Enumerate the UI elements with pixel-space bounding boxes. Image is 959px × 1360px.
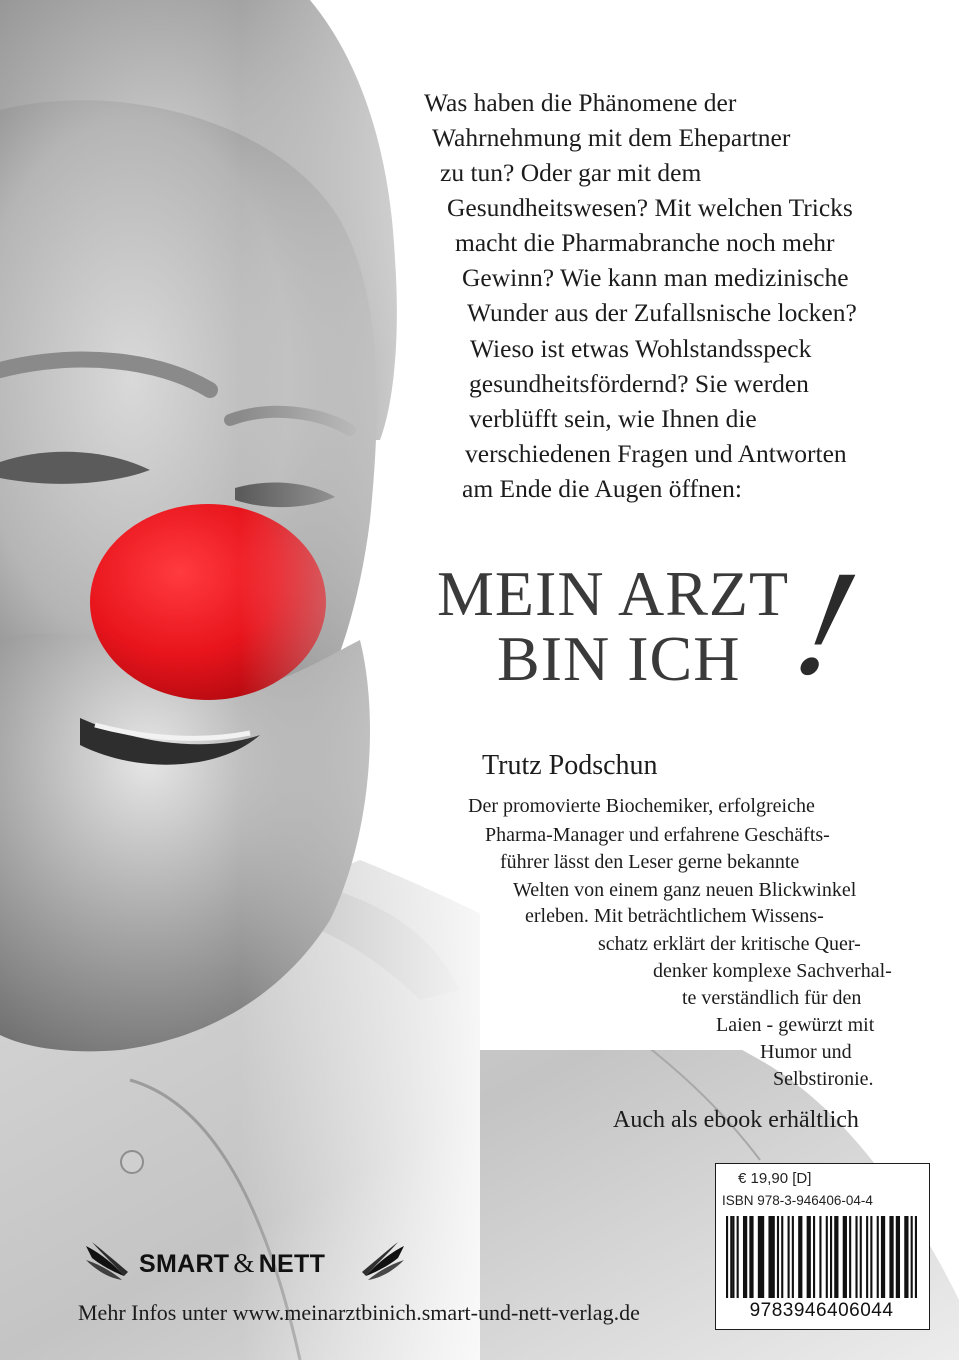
blurb-line: Was haben die Phänomene der (424, 88, 737, 117)
blurb-line: Wahrnehmung mit dem Ehepartner (432, 123, 791, 152)
barcode-bar (777, 1216, 779, 1298)
ebook-note: Auch als ebook erhältlich (613, 1107, 859, 1133)
blurb-line: verblüfft sein, wie Ihnen die (469, 404, 757, 433)
barcode-bar (758, 1216, 764, 1298)
blurb-line: macht die Pharmabranche noch mehr (455, 228, 835, 257)
barcode-bar (749, 1216, 753, 1298)
barcode-bar (813, 1216, 815, 1298)
publisher-name-right: NETT (258, 1250, 326, 1278)
barcode-bar (849, 1216, 851, 1298)
blurb-line: Gewinn? Wie kann man medizinische (462, 263, 849, 292)
barcode-bar (788, 1216, 790, 1298)
barcode-bar (889, 1216, 893, 1298)
barcode-bar (798, 1216, 802, 1298)
ean-number: 9783946406044 (722, 1298, 921, 1324)
wing-left-icon (84, 1242, 136, 1282)
barcode-bar (768, 1216, 774, 1298)
barcode-bar (896, 1216, 900, 1298)
blurb-line: Wieso ist etwas Wohlstandsspeck (470, 334, 812, 363)
barcode-bar (870, 1216, 872, 1298)
barcode-bar (904, 1216, 908, 1298)
price-label: € 19,90 [D] (738, 1170, 812, 1187)
bio-line: te verständlich für den (682, 987, 862, 1009)
barcode-bar (843, 1216, 847, 1298)
barcode-bar (743, 1216, 747, 1298)
barcode-bar (732, 1216, 734, 1298)
author-name: Trutz Podschun (482, 750, 658, 781)
barcode-bar (807, 1216, 811, 1298)
publisher-name-left: SMART (139, 1250, 230, 1278)
publisher-logo (84, 1240, 414, 1286)
blurb-line: zu tun? Oder gar mit dem (440, 158, 702, 187)
barcode-bar (877, 1216, 879, 1298)
bio-line: Laien - gewürzt mit (716, 1014, 875, 1036)
barcode-bar (881, 1216, 885, 1298)
bio-line: Humor und (760, 1041, 852, 1063)
wing-right-icon (354, 1242, 406, 1282)
publisher-ampersand: & (233, 1248, 255, 1278)
bio-line: erleben. Mit beträchtlichem Wissens- (525, 905, 824, 927)
barcode-bar (855, 1216, 857, 1298)
bio-line: schatz erklärt der kritische Quer- (598, 933, 861, 955)
blurb-line: am Ende die Augen öffnen: (462, 474, 742, 503)
bio-line: Selbstironie. (773, 1068, 874, 1090)
bio-line: Der promovierte Biochemiker, erfolgreiche (468, 795, 815, 817)
bio-line: denker komplexe Sachverhal- (653, 960, 892, 982)
bio-line: führer lässt den Leser gerne bekannte (500, 851, 800, 873)
barcode-bar (834, 1216, 838, 1298)
isbn-label: ISBN 978-3-946406-04-4 (722, 1193, 873, 1208)
barcode-bar (819, 1216, 821, 1298)
title-line-1: MEIN ARZT (437, 558, 790, 629)
bio-line: Pharma-Manager und erfahrene Geschäfts- (485, 824, 830, 846)
blurb-line: verschiedenen Fragen und Antworten (465, 439, 847, 468)
barcode-bar (860, 1216, 862, 1298)
bio-line: Welten von einem ganz neuen Blickwinkel (513, 879, 857, 901)
more-info-url: Mehr Infos unter www.meinarztbinich.smart-und-nett-verlag.de (78, 1300, 640, 1325)
title-exclamation: ! (779, 540, 871, 706)
barcode-bar (866, 1216, 868, 1298)
barcode-box (715, 1163, 930, 1330)
title-line-2: BIN ICH (497, 623, 741, 694)
barcode-bar (792, 1216, 794, 1298)
blurb-line: gesundheitsfördernd? Sie werden (469, 369, 809, 398)
blurb-line: Wunder aus der Zufallsnische locken? (467, 298, 857, 327)
publisher-name (139, 1248, 325, 1279)
barcode-bar (781, 1216, 783, 1298)
blurb-line: Gesundheitswesen? Mit welchen Tricks (447, 193, 853, 222)
barcode-bar (737, 1216, 739, 1298)
